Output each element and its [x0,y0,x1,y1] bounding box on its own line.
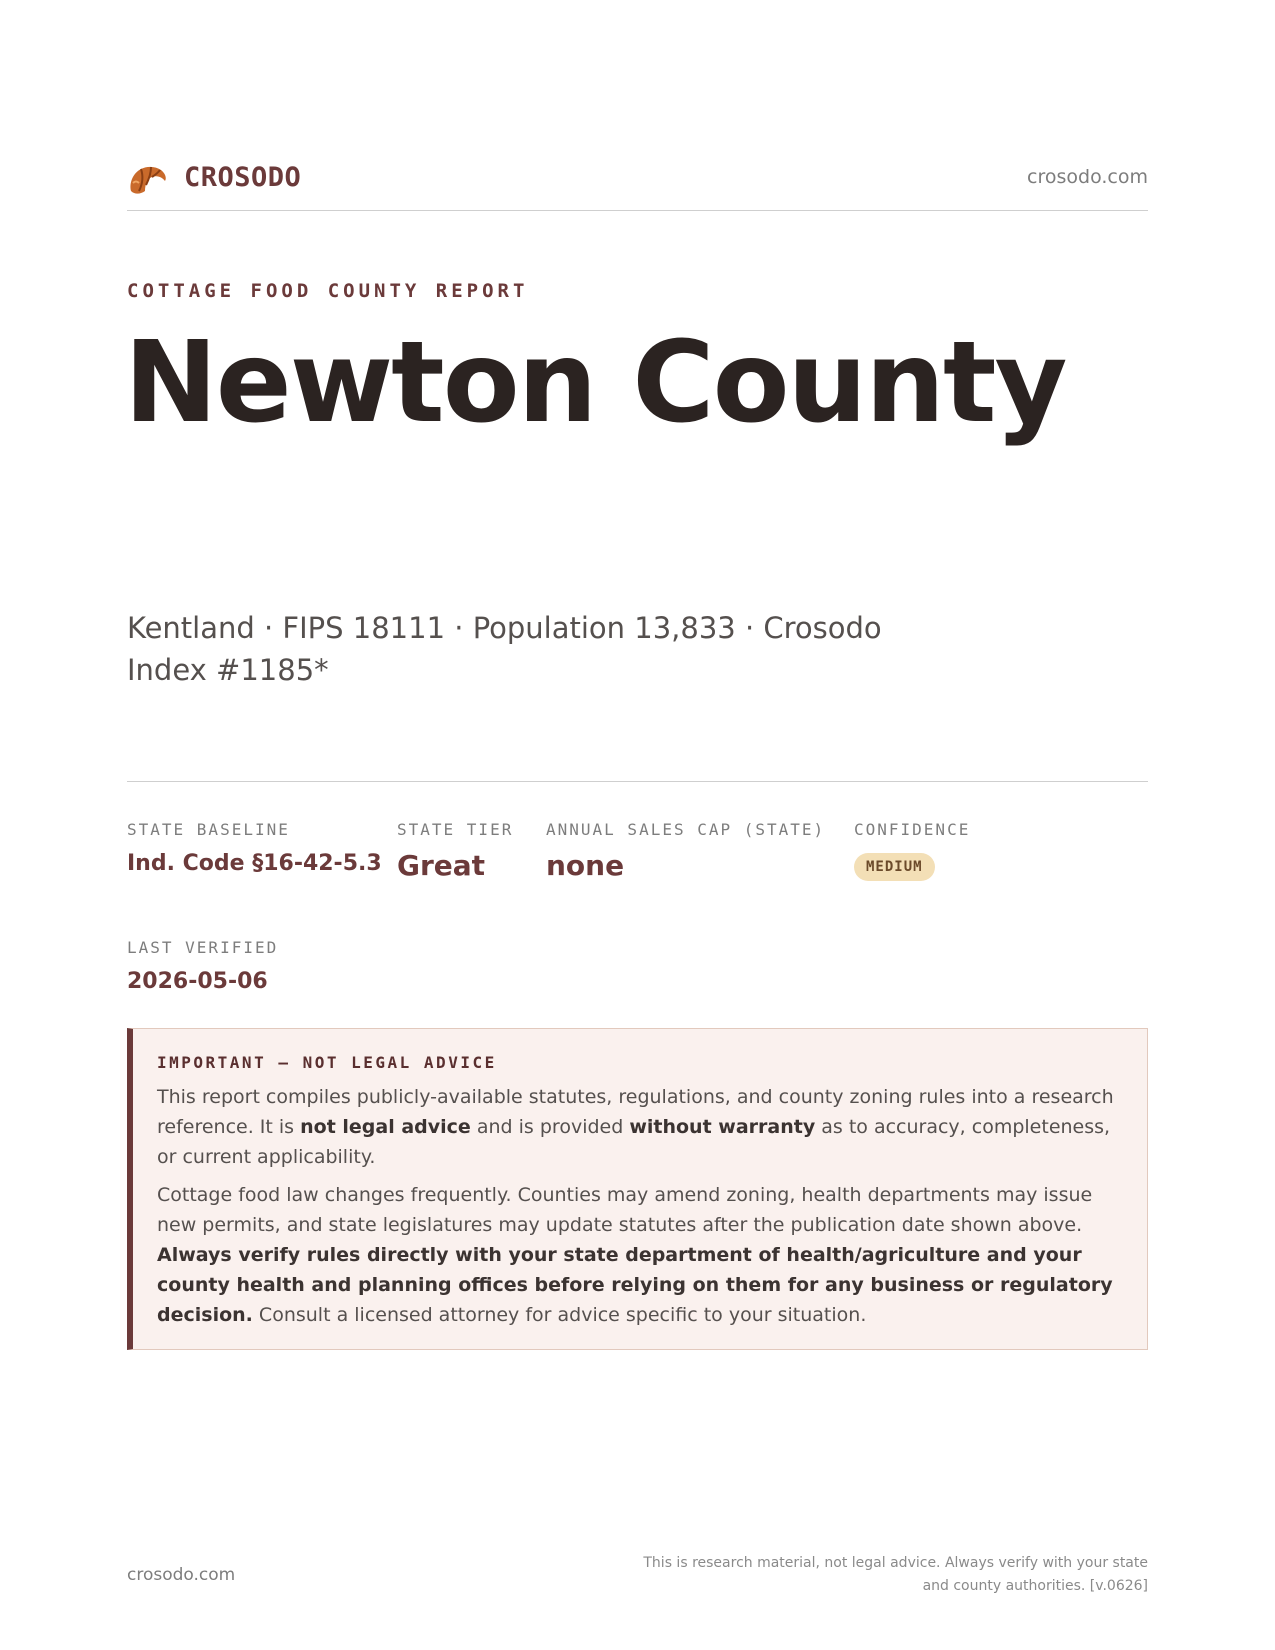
stat-state-baseline [127,820,382,876]
stat-confidence [854,820,970,881]
confidence-badge: MEDIUM [854,853,935,881]
stat-label: LAST VERIFIED [127,938,279,957]
page-title: Newton County [124,318,1066,448]
notice-title: IMPORTANT — NOT LEGAL ADVICE [157,1053,497,1072]
notice-text: Consult a licensed attorney for advice specific to your situation. [252,1304,867,1326]
notice-text: This report compiles publicly-available statutes, regulations, and county zoning rules into a research reference. It is [157,1086,1114,1138]
stat-value: 2026-05-06 [127,969,268,994]
notice-emphasis: Always verify rules directly with your state department of health/agriculture and your county health and planning offices before relying on them for any business or regulatory decision. [157,1244,1113,1326]
stat-label: CONFIDENCE [854,820,971,839]
legal-notice [127,1028,1148,1350]
footer-disclaimer-line: This is research material, not legal advice. Always verify with your state [643,1555,1148,1571]
stat-label: STATE BASELINE [127,820,290,839]
stat-label: STATE TIER [397,820,514,839]
footer-site[interactable]: crosodo.com [127,1565,236,1585]
stat-value: Ind. Code §16-42-5.3 [127,851,382,876]
footer-disclaimer [588,1552,1148,1598]
notice-emphasis: without warranty [629,1116,816,1138]
footer-disclaimer-line: and county authorities. [v.0626] [922,1578,1148,1594]
stat-sales-cap [546,820,825,882]
report-eyebrow: COTTAGE FOOD COUNTY REPORT [127,280,529,302]
croissant-icon [127,161,169,199]
notice-paragraph-2 [157,1180,1123,1330]
notice-paragraph-1 [157,1082,1123,1172]
stat-state-tier [397,820,513,882]
notice-emphasis: not legal advice [300,1116,471,1138]
stat-last-verified [127,938,278,994]
stat-value: none [546,849,625,882]
notice-text: and is provided [470,1116,630,1138]
notice-text: as to accuracy, completeness, or current applicability. [157,1116,1111,1168]
page-header [127,158,1148,211]
site-link[interactable]: crosodo.com [1027,166,1148,188]
stat-value: Great [397,849,486,882]
stat-label: ANNUAL SALES CAP (STATE) [546,820,826,839]
county-summary: Kentland · FIPS 18111 · Population 13,833 · Crosodo Index #1185* [127,611,882,687]
notice-text: Cottage food law changes frequently. Counties may amend zoning, health departments may issue new permits, and state legislatures may update statutes after the publication date shown above. [157,1184,1093,1236]
section-divider [127,781,1148,782]
report-page [124,0,1148,1650]
brand-name: CROSODO [184,162,302,193]
